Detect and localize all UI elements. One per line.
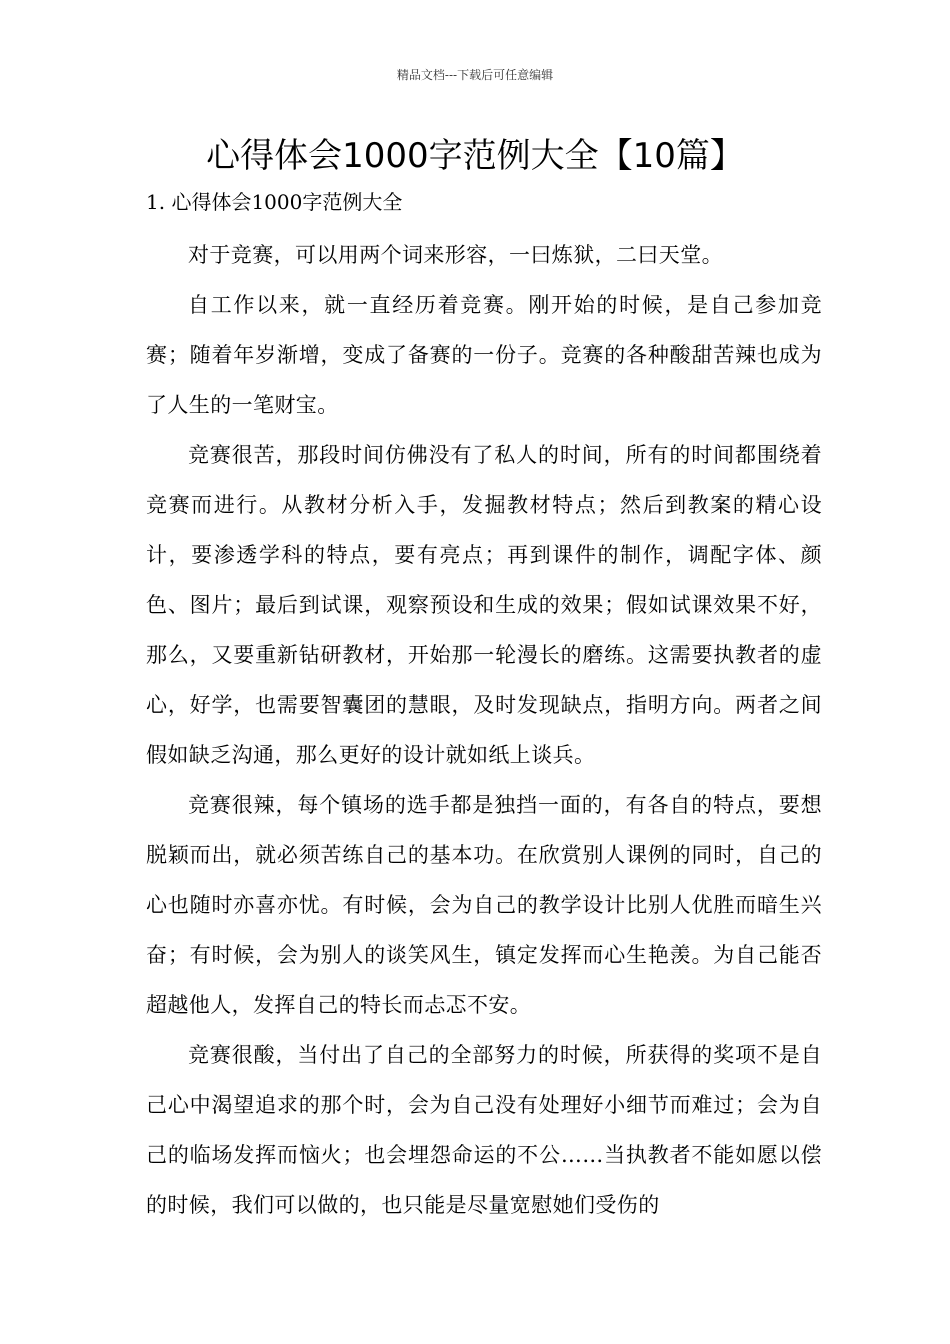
document-title: 心得体会1000字范例大全【10篇】 [206, 136, 744, 176]
paragraph: 竞赛很苦，那段时间仿佛没有了私人的时间，所有的时间都围绕着竞赛而进行。从教材分析入手，发掘教材特点；然后到教案的精心设计，要渗透学科的特点，要有亮点；再到课件的制作，调配字体、颜色、图片；最后到试课，观察预设和生成的效果；假如试课效果不好，那么，又要重新钻研教材，开始那一轮漫长的磨练。这需要执教者的虚心，好学，也需要智囊团的慧眼，及时发现缺点，指明方向。两者之间假如缺乏沟通，那么更好的设计就如纸上谈兵。 [146, 443, 822, 767]
paragraph: 竞赛很酸，当付出了自己的全部努力的时候，所获得的奖项不是自己心中渴望追求的那个时，会为自己没有处理好小细节而难过；会为自己的临场发挥而恼火；也会埋怨命运的不公……当执教者不能如愿以偿的时候，我们可以做的，也只能是尽量宽慰她们受伤的 [146, 1043, 822, 1217]
paragraph: 竞赛很辣，每个镇场的选手都是独挡一面的，有各自的特点，要想脱颖而出，就必须苦练自己的基本功。在欣赏别人课例的同时，自己的心也随时亦喜亦忧。有时候，会为自己的教学设计比别人优胜而暗生兴奋；有时候，会为别人的谈笑风生，镇定发挥而心生艳羡。为自己能否超越他人，发挥自己的特长而忐忑不安。 [146, 793, 822, 1017]
paragraph: 对于竞赛，可以用两个词来形容，一曰炼狱，二曰天堂。 [188, 243, 723, 267]
header-note: 精品文档---下载后可任意编辑 [396, 68, 554, 82]
body-text [146, 230, 822, 1230]
paragraph: 自工作以来，就一直经历着竞赛。刚开始的时候，是自己参加竞赛；随着年岁渐增，变成了备赛的一份子。竞赛的各种酸甜苦辣也成为了人生的一笔财宝。 [146, 293, 822, 417]
section-heading: 1. 心得体会1000字范例大全 [146, 190, 403, 214]
